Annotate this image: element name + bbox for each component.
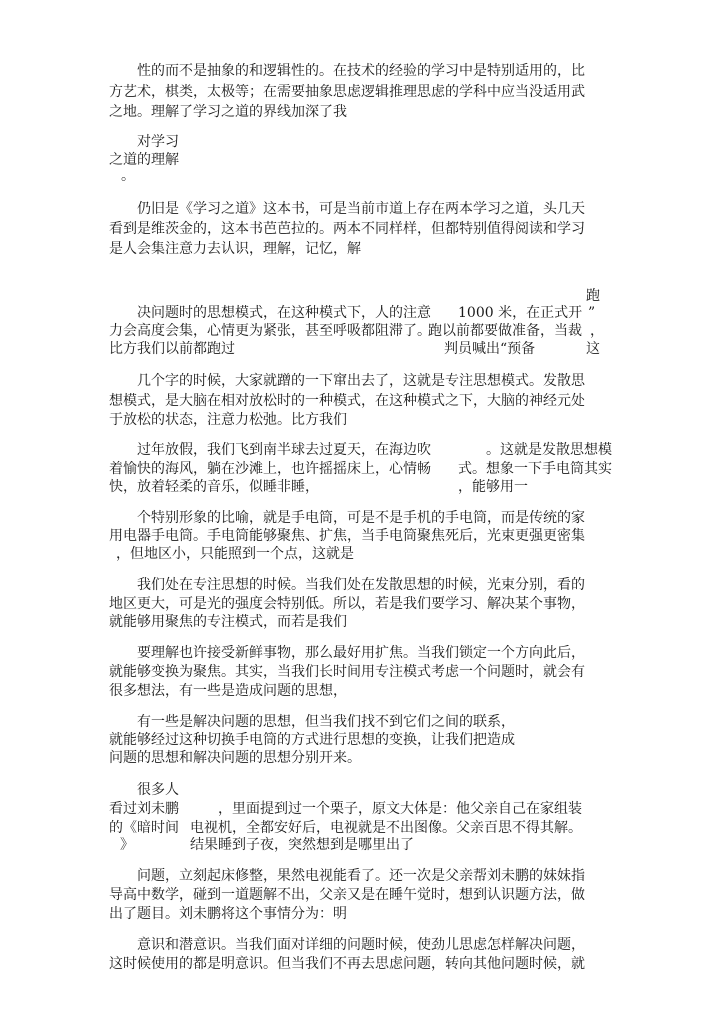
text-line: ” xyxy=(588,305,596,321)
text-line: 式。想象一下手电筒其实 xyxy=(458,461,612,477)
text-line: 》 xyxy=(120,837,134,853)
text-line: ，里面提到过一个栗子，原文大体是：他父亲自己在家组装 xyxy=(218,801,582,817)
text-line: 就能够变换为聚焦。其实，当我们长时间用专注模式考虑一个问题时，就会有 xyxy=(109,664,585,680)
text-line: ，但地区小，只能照到一个点，这就是 xyxy=(116,546,354,562)
text-line: 之道的理解 xyxy=(109,152,179,168)
text-line: 快，放着轻柔的音乐，似睡非睡， xyxy=(109,479,319,495)
text-line: 。这就是发散思想模 xyxy=(486,442,612,458)
text-line: 跑 xyxy=(586,288,600,304)
text-line: 意识和潜意识。当我们面对详细的问题时候，使劲儿思虑怎样解决问题， xyxy=(137,937,585,953)
text-line: 出了题目。刘未鹏将这个事情分为：明 xyxy=(109,906,347,922)
text-line: ，能够用一 xyxy=(458,479,528,495)
text-line: 。 xyxy=(121,168,135,184)
text-line: 这时候使用的都是明意识。但当我们不再去思虑问题，转向其他问题时候，就 xyxy=(109,956,585,972)
text-line: 想模式，是大脑在相对放松时的一种模式，在这种模式之下，大脑的神经元处 xyxy=(109,393,585,409)
text-line: 就能够用聚焦的专注模式，而若是我们 xyxy=(109,614,347,630)
text-line: 比方我们以前都跑过 xyxy=(109,341,235,357)
text-line: 结果睡到子夜，突然想到是哪里出了 xyxy=(190,837,414,853)
text-line: 要理解也许接受新鲜事物，那么最好用扩焦。当我们锁定一个方向此后， xyxy=(137,645,585,661)
text-line: 过年放假，我们飞到南半球去过夏天，在海边吹 xyxy=(137,442,431,458)
text-line: 就能够经过这种切换手电筒的方式进行思想的变换，让我们把造成 xyxy=(109,732,515,748)
text-line: 之地。理解了学习之道的界线加深了我 xyxy=(109,104,347,120)
text-line: 导高中数学，碰到一道题解不出，父亲又是在睡午觉时，想到认识题方法，做 xyxy=(109,887,585,903)
text-line: 的《暗时间 xyxy=(109,820,179,836)
text-line: 性的而不是抽象的和逻辑性的。在技术的经验的学习中是特别适用的，比 xyxy=(137,63,585,79)
text-line: ， xyxy=(590,323,604,339)
text-line: 有一些是解决问题的思想，但当我们找不到它们之间的联系， xyxy=(137,714,515,730)
text-line: 电视机，全都安好后，电视就是不出图像。父亲百思不得其解。 xyxy=(190,820,582,836)
text-line: 用电器手电筒。手电筒能够聚焦、扩焦，当手电筒聚焦死后，光束更强更密集 xyxy=(109,528,585,544)
text-line: 我们处在专注思想的时候。当我们处在发散思想的时候，光束分别，看的 xyxy=(137,577,585,593)
text-line: 很多想法，有一些是造成问题的思想， xyxy=(109,683,347,699)
text-line: 看到是维茨金的，这本书芭芭拉的。两本不同样样，但都特别值得阅读和学习 xyxy=(109,221,585,237)
text-line: 判员喊出“预备 xyxy=(444,341,536,357)
text-line: 方艺术，棋类，太极等；在需要抽象思虑逻辑推理思虑的学科中应当没适用武 xyxy=(109,84,585,100)
text-line: 问题的思想和解决问题的思想分别开来。 xyxy=(109,750,361,766)
text-line: 对学习 xyxy=(137,134,179,150)
text-line: 力会高度会集，心情更为紧张，甚至呼吸都阻滞了。 xyxy=(109,323,431,339)
text-line: 问题，立刻起床修整，果然电视能看了。还一次是父亲帮刘未鹏的妹妹指 xyxy=(137,868,585,884)
text-line: 仍旧是《学习之道》这本书，可是当前市道上存在两本学习之道，头几天 xyxy=(137,201,585,217)
text-line: 个特别形象的比喻，就是手电筒，可是不是手机的手电筒，而是传统的家 xyxy=(137,510,585,526)
text-line: 看过刘未鹏 xyxy=(109,801,179,817)
text-line: 决问题时的思想模式，在这种模式下，人的注意 xyxy=(137,305,431,321)
text-line: 这 xyxy=(586,341,600,357)
text-line: 1000 米，在正式开 xyxy=(458,305,583,321)
text-line: 几个字的时候，大家就蹭的一下窜出去了，这就是专注思想模式。发散思 xyxy=(137,373,585,389)
text-line: 着愉快的海风，躺在沙滩上，也许摇摇床上，心情畅 xyxy=(109,461,431,477)
text-line: 于放松的状态，注意力松弛。比方我们 xyxy=(109,412,347,428)
text-line: 很多人 xyxy=(137,782,179,798)
text-line: 地区更大，可是光的强度会特别低。所以，若是我们要学习、解决某个事物， xyxy=(109,596,585,612)
text-line: 是人会集注意力去认识，理解，记忆，解 xyxy=(109,241,361,257)
text-line: 跑以前都要做准备，当裁 xyxy=(428,323,582,339)
